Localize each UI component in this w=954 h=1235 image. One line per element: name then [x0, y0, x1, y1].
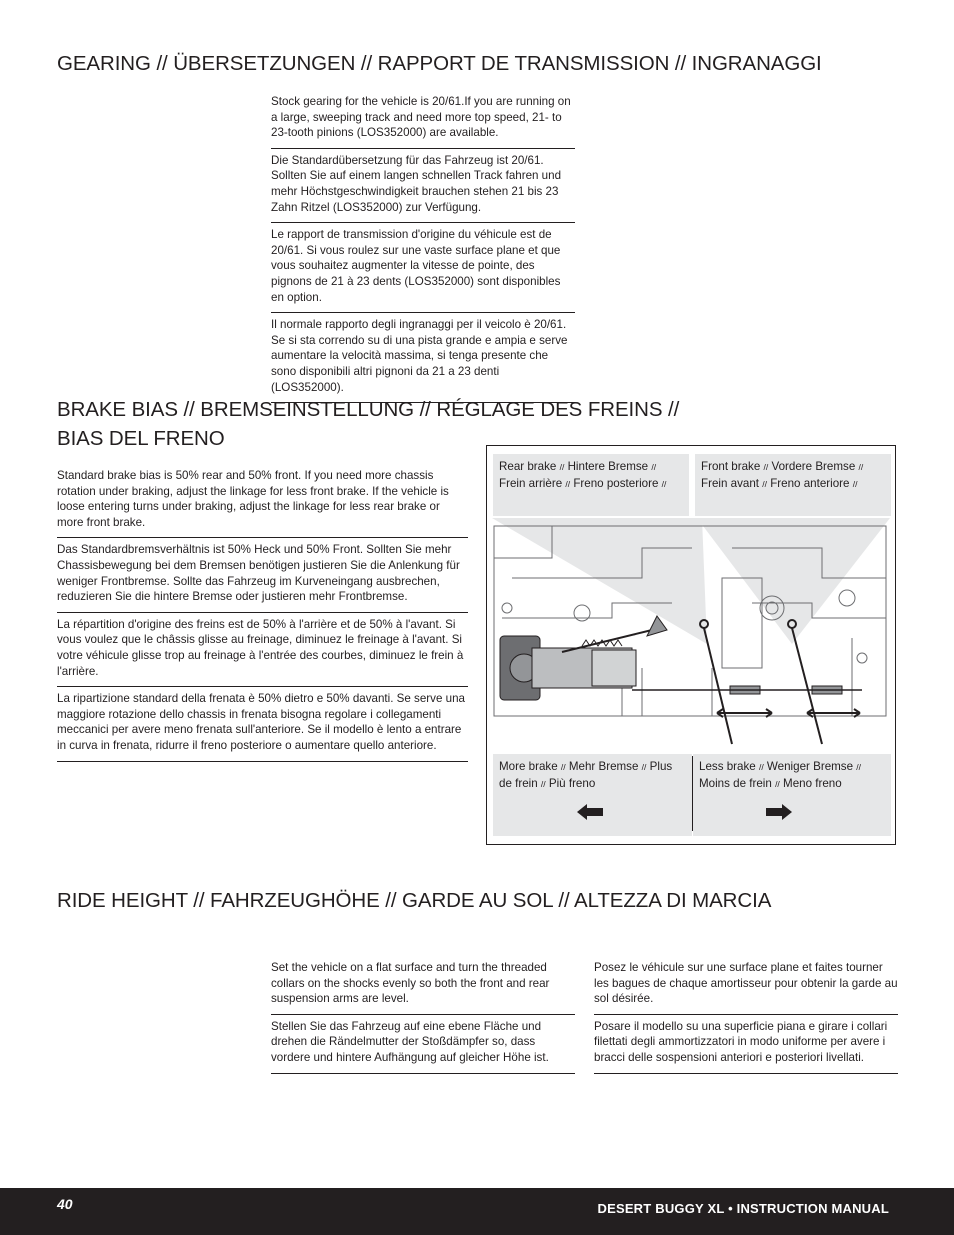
gearing-paragraph-fr: Le rapport de transmission d'origine du véhicule est de 20/61. Si vous roulez sur une vaste surface plane et que vous souhaitez augmenter la vitesse de pointe, des pignons de 21 à 23 dents (LOS352000) sont disponibles en option.: [271, 223, 575, 313]
ride-paragraph-it: Posare il modello su una superficie piana e girare i collari filettati degli ammortizzatori in modo uniforme per avere i bracci delle sospensioni anteriori e posteriori livellati.: [594, 1015, 898, 1074]
ride-paragraph-en: Set the vehicle on a flat surface and turn the threaded collars on the shocks evenly so both the front and rear suspension arms are level.: [271, 960, 575, 1015]
gearing-text-column: [271, 94, 575, 403]
gearing-paragraph-it: Il normale rapporto degli ingranaggi per il veicolo è 20/61. Se si sta correndo su di una pista grande e ampia e serve aumentare la velocità massima, si tenga presente che sono disponibili altri pignoni da 21 a 23 denti (LOS352000).: [271, 313, 575, 403]
brake-paragraph-it: La ripartizione standard della frenata è 50% dietro e 50% davanti. Se serve una maggiore rotazione dello chassis in frenata bisogna regolare i collegamenti meccanici per avere meno frenata sull'anteriore. Se il modello è lento a entrare in curva in frenata, ridurre il freno posteriore o aumentare quello anteriore.: [57, 687, 468, 761]
ride-height-heading: RIDE HEIGHT // FAHRZEUGHÖHE // GARDE AU SOL // ALTEZZA DI MARCIA: [57, 889, 772, 912]
front-brake-label: Front brake // Vordere Bremse // Frein avant // Freno anteriore //: [695, 454, 891, 516]
less-brake-label: Less brake // Weniger Bremse // Moins de frein // Meno freno: [693, 754, 891, 836]
gearing-paragraph-de: Die Standardübersetzung für das Fahrzeug ist 20/61. Sollten Sie auf einem langen schnellen Track fahren und mehr Höchstgeschwindigkeit brauchen stehen 21 bis 23 Zahn Ritzel (LOS352000) zur Verfügung.: [271, 149, 575, 223]
brake-paragraph-de: Das Standardbremsverhältnis ist 50% Heck und 50% Front. Sollten Sie mehr Chassisbewegung bei dem Bremsen benötigen justieren Sie die Anlenkung für weniger Frontbremse. Sollte das Fahrzeug im Kurveneingang ausbrechen, reduzieren Sie die hintere Bremse oder justieren mehr Frontbremse.: [57, 538, 468, 612]
page-number: 40: [57, 1196, 73, 1212]
ride-height-right-column: [594, 960, 898, 1074]
brake-heading-line1: BRAKE BIAS // BREMSEINSTELLUNG // RÉGLAGE DES FREINS //: [57, 398, 680, 421]
arrow-right-icon: [766, 804, 792, 820]
ride-height-left-column: [271, 960, 575, 1074]
gearing-paragraph-en: Stock gearing for the vehicle is 20/61.If you are running on a large, sweeping track and need more top speed, 21- to 23-tooth pinions (LOS352000) are available.: [271, 94, 575, 149]
brake-paragraph-fr: La répartition d'origine des freins est de 50% à l'arrière et de 50% à l'avant. Si vous voulez que le châssis glisse au freinage, diminuez le freinage à l'avant. Si votre véhicule glisse trop au freinage à l'entrée des courbes, diminuez le frein à l'arrière.: [57, 613, 468, 687]
page-footer: [0, 1188, 954, 1235]
brake-text-column: [57, 468, 468, 762]
brake-linkage-illustration: [492, 518, 890, 754]
gearing-heading: GEARING // ÜBERSETZUNGEN // RAPPORT DE TRANSMISSION // INGRANAGGI: [57, 52, 822, 75]
ride-paragraph-fr: Posez le véhicule sur une surface plane et faites tourner les bagues de chaque amortisseur pour obtenir la garde au sol désirée.: [594, 960, 898, 1015]
more-brake-label: More brake // Mehr Bremse // Plus de frein // Più freno: [493, 754, 692, 836]
ride-paragraph-de: Stellen Sie das Fahrzeug auf eine ebene Fläche und drehen die Rändelmutter der Stoßdämpfer so, dass vordere und hintere Aufhängung auf gleicher Höhe ist.: [271, 1015, 575, 1074]
manual-title: DESERT BUGGY XL • INSTRUCTION MANUAL: [597, 1201, 889, 1216]
arrow-left-icon: [577, 804, 603, 820]
rear-brake-label: Rear brake // Hintere Bremse // Frein arrière // Freno posteriore //: [493, 454, 689, 516]
brake-heading-line2: BIAS DEL FRENO: [57, 427, 225, 450]
brake-paragraph-en: Standard brake bias is 50% rear and 50% front. If you need more chassis rotation under braking, adjust the linkage for less front brake. If the vehicle is loose entering turns under braking, adjust the linkage for less rear brake or more front brake.: [57, 468, 468, 538]
brake-linkage-diagram: [486, 445, 896, 845]
